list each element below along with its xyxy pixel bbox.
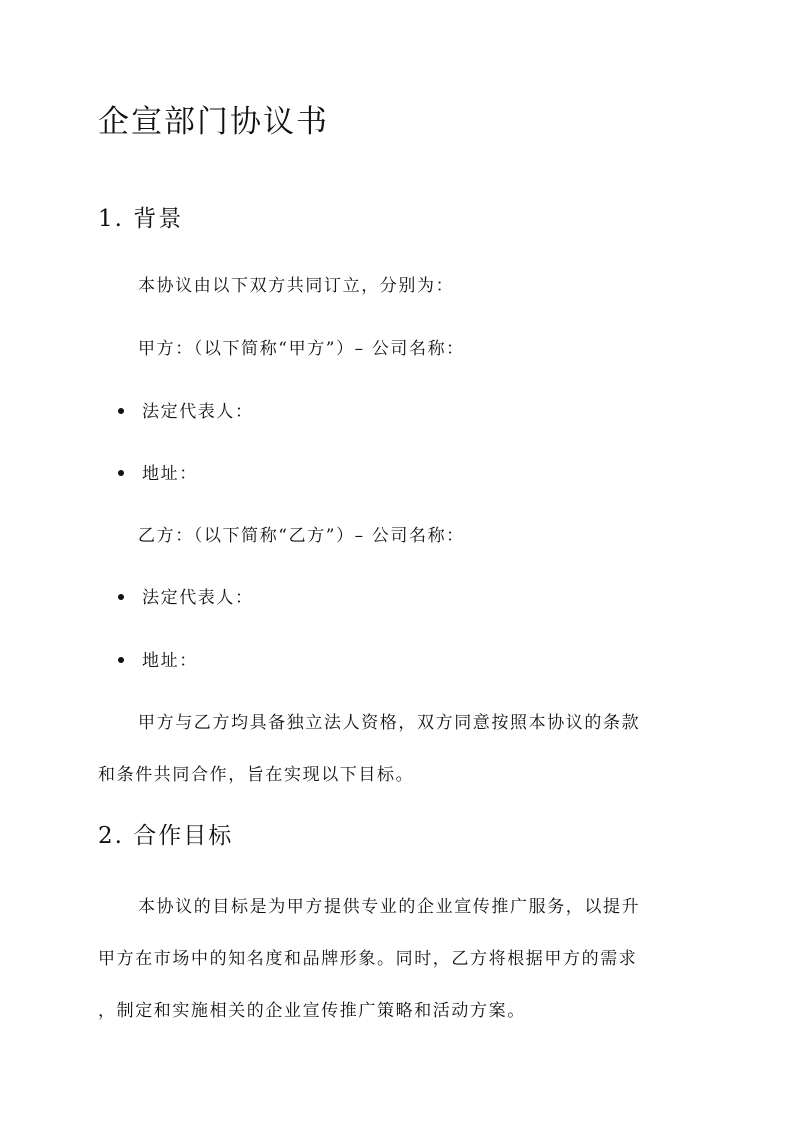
party-b-line: 乙方：（以下简称“乙方”）– 公司名称：	[138, 526, 465, 546]
body-paragraph-line: 和条件共同合作，旨在实现以下目标。	[98, 765, 415, 785]
party-a-address: 地址：	[142, 464, 198, 484]
section-heading-background: 1. 背景	[98, 206, 184, 232]
body-paragraph-line: 甲方与乙方均具备独立法人资格，双方同意按照本协议的条款	[138, 713, 641, 733]
body-paragraph-line: 甲方在市场中的知名度和品牌形象。同时，乙方将根据甲方的需求	[98, 949, 638, 969]
intro-paragraph: 本协议由以下双方共同订立，分别为：	[138, 276, 455, 296]
section-heading-goals: 2. 合作目标	[98, 823, 234, 849]
list-item	[118, 459, 198, 484]
party-b-address: 地址：	[142, 651, 198, 671]
list-item	[118, 583, 254, 608]
body-paragraph-line: ，制定和实施相关的企业宣传推广策略和活动方案。	[98, 1001, 526, 1021]
bullet-icon	[118, 470, 124, 476]
body-paragraph-line: 本协议的目标是为甲方提供专业的企业宣传推广服务，以提升	[138, 897, 641, 917]
party-b-legal-rep: 法定代表人：	[142, 588, 254, 608]
party-a-legal-rep: 法定代表人：	[142, 402, 254, 422]
document-title: 企宣部门协议书	[98, 104, 329, 140]
list-item	[118, 646, 198, 671]
party-a-line: 甲方：（以下简称“甲方”）– 公司名称：	[138, 339, 465, 359]
bullet-icon	[118, 594, 124, 600]
bullet-icon	[118, 657, 124, 663]
list-item	[118, 397, 254, 422]
bullet-icon	[118, 408, 124, 414]
